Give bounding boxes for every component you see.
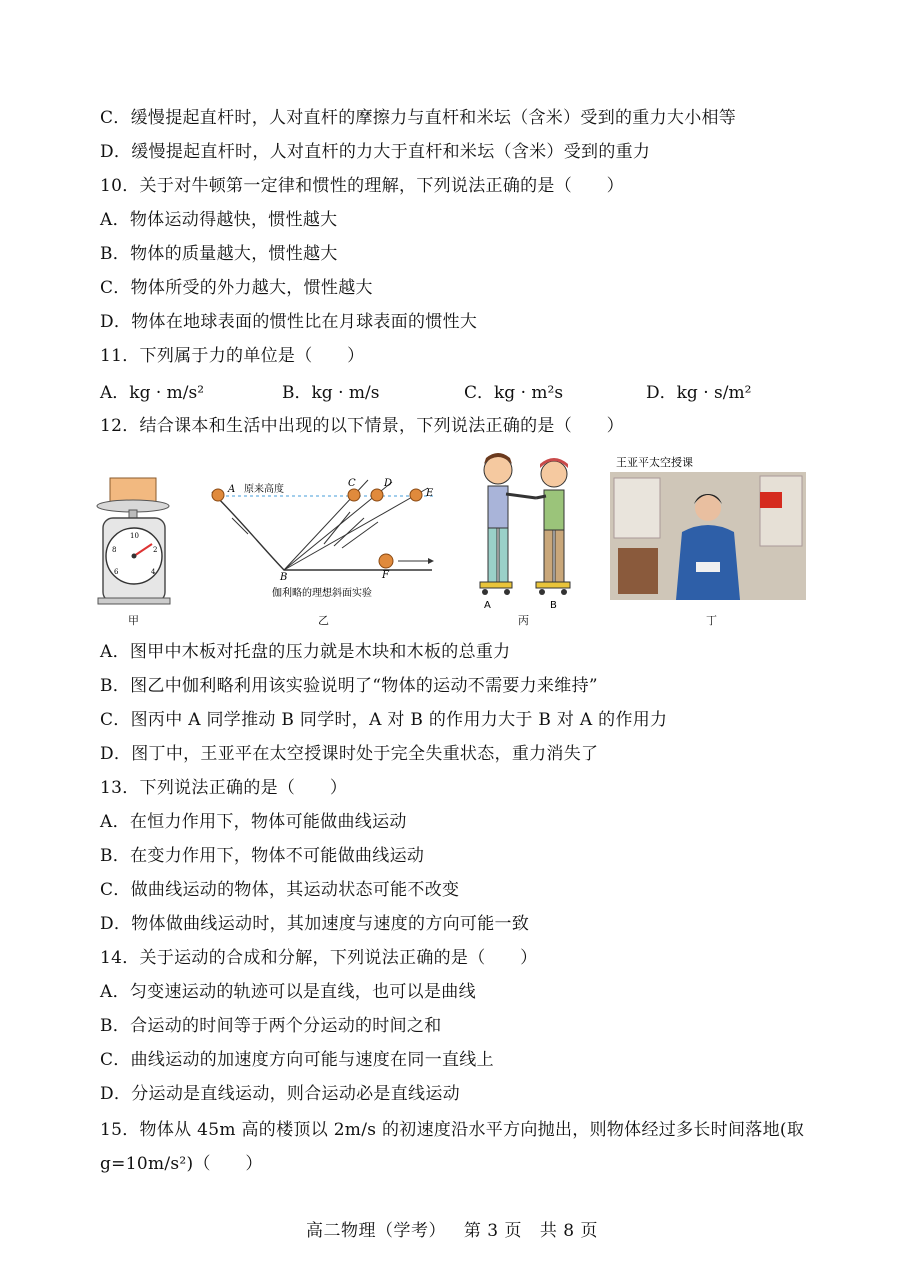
q12-option-a: A．图甲中木板对托盘的压力就是木块和木板的总重力 [100,642,511,662]
dial-label: 4 [151,568,156,576]
dial-label: 2 [153,546,158,554]
dial-label: 10 [130,532,139,540]
q14-option-a: A．匀变速运动的轨迹可以是直线，也可以是曲线 [100,982,476,1002]
point-e-label: E [426,488,434,499]
skater-a-label: A [484,600,491,611]
q11-option-d: D．kg · s/m² [646,383,752,403]
photo-title: 王亚平太空授课 [616,456,693,469]
figure-galileo-incline [202,452,442,602]
q14-stem: 14．关于运动的合成和分解，下列说法正确的是（ ） [100,948,538,968]
q15-stem-cont: g=10m/s²)（ ） [100,1154,263,1174]
q15-stem: 15．物体从 45m 高的楼顶以 2m/s 的初速度沿水平方向抛出，则物体经过多长时间落地(取 [100,1120,805,1140]
dial-label: 6 [114,568,119,576]
footer-page: 第 3 页 [463,1221,522,1241]
q14-option-d: D．分运动是直线运动，则合运动必是直线运动 [100,1084,460,1104]
dial-label: 8 [112,546,117,554]
q12-stem: 12．结合课本和生活中出现的以下情景，下列说法正确的是（ ） [100,416,624,436]
caption-bing: 丙 [518,614,529,627]
skater-b-label: B [550,600,557,611]
q11-option-c: C．kg · m²s [464,383,564,403]
footer-total: 共 8 页 [539,1221,599,1241]
point-f-label: F [382,570,389,581]
point-c-label: C [348,478,356,489]
experiment-title: 伽利略的理想斜面实验 [272,588,372,599]
point-d-label: D [384,478,393,489]
q11-options [100,378,800,404]
q13-option-c: C．做曲线运动的物体，其运动状态可能不改变 [100,880,460,900]
q14-option-b: B．合运动的时间等于两个分运动的时间之和 [100,1016,442,1036]
q12-option-b: B．图乙中伽利略利用该实验说明了“物体的运动不需要力来维持” [100,676,598,696]
q11-option-b: B．kg · m/s [282,383,380,403]
point-b-label: B [280,572,288,583]
footer-subject: 高二物理（学考） [305,1221,446,1241]
q12-option-d: D．图丁中，王亚平在太空授课时处于完全失重状态，重力消失了 [100,744,599,764]
q10-stem: 10．关于对牛顿第一定律和惯性的理解，下列说法正确的是（ ） [100,176,624,196]
q10-option-b: B．物体的质量越大，惯性越大 [100,244,338,264]
figure-space-lecture-photo [610,452,806,602]
q10-option-c: C．物体所受的外力越大，惯性越大 [100,278,373,298]
q11-option-a: A．kg · m/s² [100,383,205,403]
caption-jia: 甲 [128,614,139,627]
caption-yi: 乙 [318,614,329,627]
q10-option-a: A．物体运动得越快，惯性越大 [100,210,338,230]
original-height-label: 原来高度 [244,484,284,495]
q13-stem: 13．下列说法正确的是（ ） [100,778,348,798]
caption-ding: 丁 [706,614,717,627]
figure-skaters [462,452,582,612]
q14-option-c: C．曲线运动的加速度方向可能与速度在同一直线上 [100,1050,494,1070]
q10-option-d: D．物体在地球表面的惯性比在月球表面的惯性大 [100,312,478,332]
q9-option-d: D．缓慢提起直杆时，人对直杆的力大于直杆和米坛（含米）受到的重力 [100,142,651,162]
q9-option-c: C．缓慢提起直杆时，人对直杆的摩擦力与直杆和米坛（含米）受到的重力大小相等 [100,108,737,128]
page-footer [0,1216,904,1241]
q12-option-c: C．图丙中 A 同学推动 B 同学时，A 对 B 的作用力大于 B 对 A 的作用力 [100,710,668,730]
q11-stem: 11．下列属于力的单位是（ ） [100,346,365,366]
q13-option-d: D．物体做曲线运动时，其加速度与速度的方向可能一致 [100,914,530,934]
q13-option-b: B．在变力作用下，物体不可能做曲线运动 [100,846,425,866]
q13-option-a: A．在恒力作用下，物体可能做曲线运动 [100,812,407,832]
figure-scale [96,452,176,612]
point-a-label: A [228,484,236,495]
